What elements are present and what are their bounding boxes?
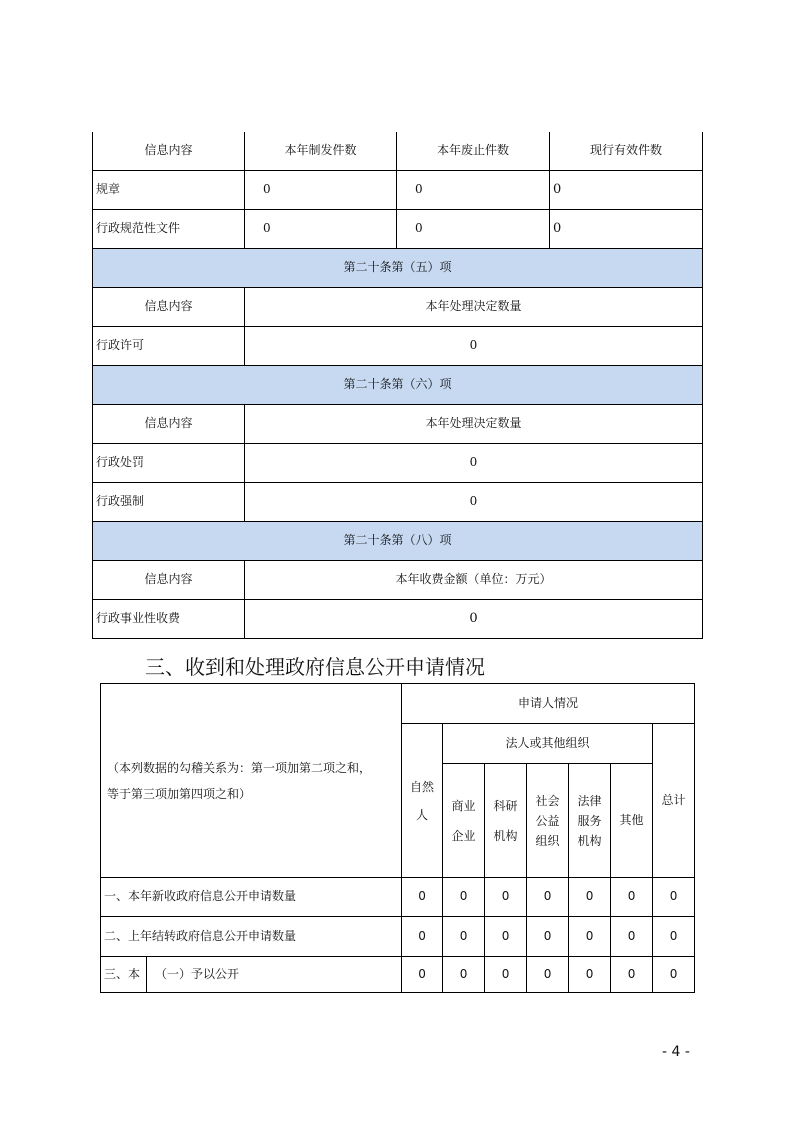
section5-title: 第二十条第（五）项 [93,249,703,288]
row-label: 一、本年新收政府信息公开申请数量 [101,878,402,917]
table-row [101,917,695,957]
cell-value: 0 [569,957,611,993]
cell-value: 0 [611,957,653,993]
table-row [93,327,703,366]
other-header: 其他 [611,764,653,878]
header-issued: 本年制发件数 [245,132,397,171]
applicant-header-row [101,684,695,724]
header-content: 信息内容 [93,288,245,327]
section-title-row [93,249,703,288]
research-header [485,764,527,878]
cell-value: 0 [611,878,653,917]
social-line: 社会 [535,793,560,808]
cell-value: 0 [443,917,485,957]
total-header: 总计 [653,724,695,878]
applicant-header: 申请人情况 [402,684,695,724]
research-line: 机构 [493,828,518,843]
section8-title: 第二十条第（八）项 [93,522,703,561]
table-row [93,600,703,639]
header-value: 本年处理决定数量 [245,288,703,327]
row-name: 行政许可 [93,327,245,366]
row-issued: 0 [245,171,397,210]
note-line-2: 等于第三项加第四项之和） [107,786,252,801]
legal-service-line: 服务 [577,813,602,828]
row-value: 0 [245,483,703,522]
header-abolished: 本年废止件数 [397,132,550,171]
section6-title: 第二十条第（六）项 [93,366,703,405]
row-name: 规章 [93,171,245,210]
research-line: 科研 [493,798,518,813]
cell-value: 0 [402,957,443,993]
cell-value: 0 [653,957,695,993]
cell-value: 0 [443,957,485,993]
note-line-1: （本列数据的勾稽关系为：第一项加第二项之和， [107,760,372,775]
natural-person-line: 人 [416,807,429,822]
table-row [101,957,695,993]
social-welfare-header [527,764,569,878]
row-label-sub: （一）予以公开 [147,957,402,993]
header-value: 本年收费金额（单位：万元） [245,561,703,600]
cell-value: 0 [569,917,611,957]
row-name: 行政规范性文件 [93,210,245,249]
table-row [101,878,695,917]
social-line: 组织 [535,833,560,848]
row-label: 二、上年结转政府信息公开申请数量 [101,917,402,957]
social-line: 公益 [535,813,560,828]
row-name: 行政事业性收费 [93,600,245,639]
cell-value: 0 [443,878,485,917]
applications-table [100,683,695,993]
cell-value: 0 [402,878,443,917]
header-content: 信息内容 [93,561,245,600]
header-value: 本年处理决定数量 [245,405,703,444]
cell-value: 0 [653,878,695,917]
row-value: 0 [245,600,703,639]
natural-person-header [402,724,443,878]
row-name: 行政强制 [93,483,245,522]
cell-value: 0 [402,917,443,957]
row-issued: 0 [245,210,397,249]
consistency-note [101,684,402,878]
row-value: 0 [245,327,703,366]
row-valid: 0 [550,171,703,210]
cell-value: 0 [569,878,611,917]
row-value: 0 [245,444,703,483]
table-row [93,171,703,210]
row-abolished: 0 [397,210,550,249]
cell-value: 0 [485,917,527,957]
table-header-row [93,132,703,171]
header-content: 信息内容 [93,405,245,444]
row-label-main: 三、本 [101,957,147,993]
page-number: - 4 - [662,1044,690,1060]
section-title-row [93,522,703,561]
row-abolished: 0 [397,171,550,210]
legal-service-line: 法律 [577,793,602,808]
legal-service-line: 机构 [577,833,602,848]
cell-value: 0 [485,878,527,917]
business-line: 商业 [451,798,476,813]
table-row [93,210,703,249]
business-line: 企业 [451,828,476,843]
business-header [443,764,485,878]
cell-value: 0 [653,917,695,957]
cell-value: 0 [485,957,527,993]
table-header-row [93,561,703,600]
cell-value: 0 [527,957,569,993]
cell-value: 0 [527,917,569,957]
row-valid: 0 [550,210,703,249]
cell-value: 0 [611,917,653,957]
header-content: 信息内容 [93,132,245,171]
section-title-row [93,366,703,405]
natural-person-line: 自然 [410,779,435,794]
legal-orgs-header: 法人或其他组织 [443,724,653,764]
row-name: 行政处罚 [93,444,245,483]
cell-value: 0 [527,878,569,917]
legal-service-header [569,764,611,878]
table-header-row [93,405,703,444]
table-row [93,444,703,483]
table-row [93,483,703,522]
disclosure-stats-table [92,132,703,639]
table-header-row [93,288,703,327]
section-heading: 三、收到和处理政府信息公开申请情况 [145,655,485,679]
header-valid: 现行有效件数 [550,132,703,171]
